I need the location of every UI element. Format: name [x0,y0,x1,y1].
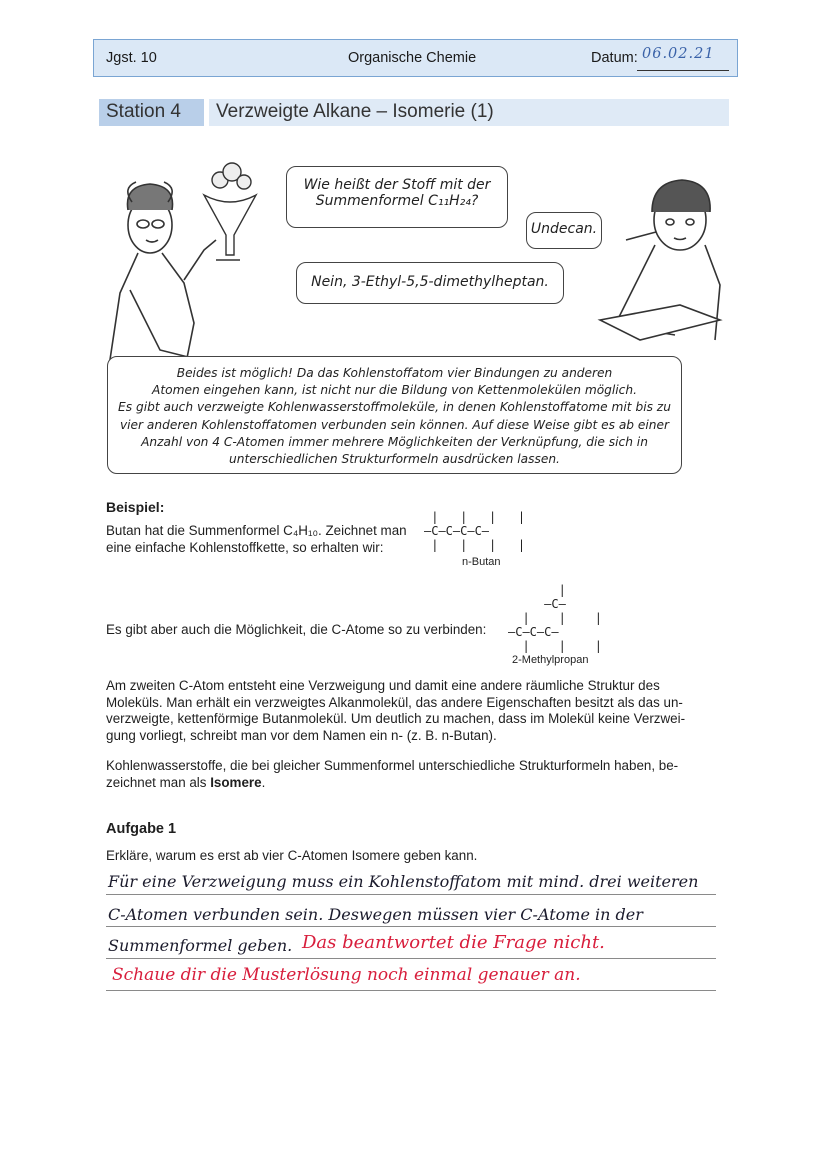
answer-line [106,926,716,927]
example-heading: Beispiel: [106,499,165,515]
teacher-answer-bubble [296,262,564,304]
answer-line [106,894,716,895]
explanation-line: unterschiedlichen Strukturformeln ausdrücken lassen. [229,452,560,467]
student-answer: Undecan. [530,221,598,237]
paragraph-text: zeichnet man als [106,774,211,790]
explanation-line: vier anderen Kohlenstoffatomen verbunden sein können. Auf diese Weise gibt es ab einer [119,417,670,432]
answer-line [106,990,716,991]
isomere-paragraph [106,758,718,791]
teacher-correction-line1: Das beantwortet die Frage nicht. [302,932,605,953]
task-prompt: Erkläre, warum es erst ab vier C-Atomen Isomere geben kann. [106,848,478,863]
date-value: 06.02.21 [642,46,715,62]
student-figure [600,180,720,340]
flask-drawing [204,163,256,260]
station-title: Verzweigte Alkane – Isomerie (1) [216,101,494,122]
paragraph-line: Am zweiten C-Atom entsteht eine Verzweigung und damit eine andere räumliche Struktur des [106,678,660,693]
teacher-answer: Nein, 3-Ethyl-5,5-dimethylheptan. [311,274,549,290]
worksheet-header [93,39,738,77]
paragraph-line: Moleküls. Man erhält ein verzweigtes Alkanmolekül, das andere Eigenschaften besitzt als das un- [106,694,683,710]
isomere-term: Isomere [210,774,262,790]
explanation-line: Es gibt auch verzweigte Kohlenwasserstoffmoleküle, in denen Kohlenstoffatome mit bis zu [118,400,671,415]
question-bubble [286,166,508,228]
paragraph-text: . [261,774,266,790]
question-line2: Summenformel C₁₁H₂₄? [315,193,479,209]
answer-text-line1: Für eine Verzweigung muss ein Kohlenstoffatom mit mind. drei weiteren [108,872,699,891]
explanation-paragraph [106,678,718,744]
answer-line [106,958,716,959]
station-label-box [99,99,204,126]
explanation-line: Anzahl von 4 C-Atomen immer mehrere Möglichkeiten der Verknüpfung, die sich in [141,434,648,449]
explanation-line: Atomen eingehen kann, ist nicht nur die Bildung von Kettenmolekülen möglich. [152,383,637,398]
paragraph-line: verzweigte, kettenförmige Butanmolekül. Um deutlich zu machen, dass im Molekül keine Verzwei- [106,711,686,726]
methylpropan-caption: 2-Methylpropan [512,654,589,666]
question-line1: Wie heißt der Stoff mit der [303,177,491,193]
task-heading: Aufgabe 1 [106,821,177,837]
answer-text-line2: C-Atomen verbunden sein. Deswegen müssen vier C-Atome in der [108,905,643,924]
date-label: Datum: [591,50,638,66]
answer-text-line3: Summenformel geben. [108,936,293,955]
station-label: Station 4 [106,101,181,122]
paragraph-line: Kohlenwasserstoffe, die bei gleicher Summenformel unterschiedliche Strukturformeln haben, be- [106,758,679,773]
paragraph-line: gung vorliegt, schreibt man vor dem Namen ein n- (z. B. n-Butan). [106,727,497,743]
subject-title: Organische Chemie [348,50,477,66]
paragraph-line [106,775,718,792]
station-title-box [209,99,729,126]
student-answer-bubble [526,212,602,249]
butan-text-line2: eine einfache Kohlenstoffkette, so erhalten wir: [106,540,384,555]
date-underline [637,70,729,71]
methylpropan-structure: | —C— | | | —C—C—C— | | | [508,583,602,653]
teacher-correction-line2: Schaue dir die Musterlösung noch einmal genauer an. [112,965,581,985]
explanation-line: Beides ist möglich! Da das Kohlenstoffatom vier Bindungen zu anderen [176,366,613,380]
grade-label: Jgst. 10 [106,50,157,66]
butan-text-line1: Butan hat die Summenformel C₄H₁₀. Zeichnet man [106,523,407,538]
n-butan-structure: | | | | —C—C—C—C— | | | | [424,510,526,552]
n-butan-caption: n-Butan [462,556,501,568]
explanation-bubble [107,356,682,474]
branch-text: Es gibt aber auch die Möglichkeit, die C-Atome so zu verbinden: [106,622,487,637]
